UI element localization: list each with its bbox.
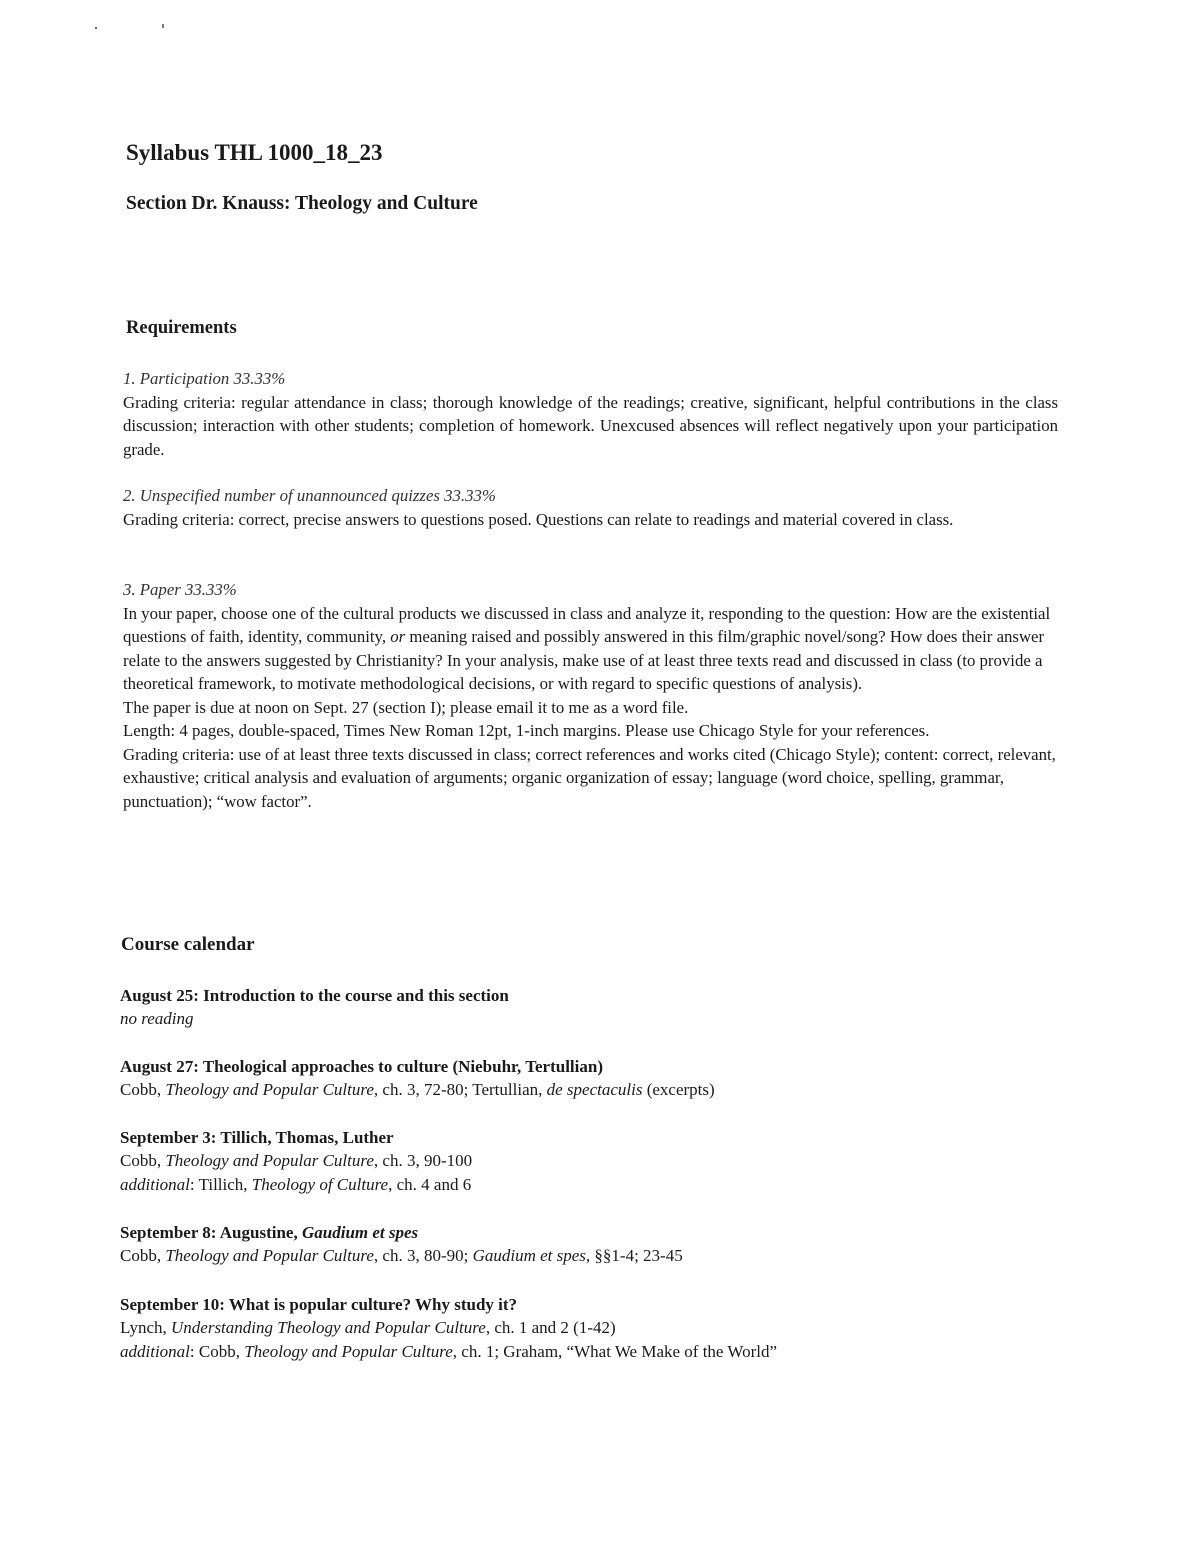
calendar-entry-reading — [120, 1149, 472, 1172]
paper-body-text: In your paper, choose one of the cultural products we discussed in class and analyze it, responding to the question: How are the existential questions of faith, identity, community, — [123, 603, 1051, 646]
reading-work: Understanding Theology and Popular Culture — [171, 1318, 486, 1338]
calendar-entry-reading — [120, 1316, 777, 1339]
calendar-entry-title: August 25: Introduction to the course and this section — [120, 986, 509, 1005]
calendar-entry — [120, 1126, 472, 1196]
reading-text: Lynch, — [120, 1318, 171, 1338]
reading-text: : Cobb, — [189, 1341, 245, 1361]
calendar-entry-title: September 10: What is popular culture? Why study it? — [120, 1295, 518, 1314]
reading-text: Cobb, — [120, 1151, 166, 1171]
paper-grading-criteria: Grading criteria: use of at least three texts discussed in class; correct references and works cited (Chicago Style); content: correct, relevant, exhaustive; critical analysis and evaluation of arguments; organic organization of essay; language (word choice, spelling, grammar, punctuation); “wow factor”. — [123, 744, 1056, 811]
reading-text: , ch. 1; Graham, “What We Make of the World” — [452, 1341, 778, 1361]
reading-work: Gaudium et spes — [472, 1246, 586, 1266]
reading-text: , ch. 1 and 2 (1-42) — [485, 1318, 616, 1338]
calendar-entry-title: September 3: Tillich, Thomas, Luther — [120, 1128, 394, 1147]
calendar-entry — [120, 1293, 777, 1363]
reading-text: , ch. 3, 80-90; — [373, 1246, 473, 1266]
calendar-entry — [120, 984, 509, 1031]
calendar-entry-additional — [120, 1173, 472, 1196]
reading-text: , ch. 3, 72-80; Tertullian, — [373, 1080, 547, 1100]
reading-text: (excerpts) — [642, 1080, 715, 1100]
calendar-entry — [120, 1221, 683, 1268]
paper-body-or: or — [390, 627, 406, 646]
requirement-heading: 1. Participation 33.33% — [123, 369, 286, 388]
reading-work: Theology of Culture — [251, 1174, 389, 1194]
requirement-participation — [123, 367, 1058, 461]
page-title: Syllabus THL 1000_18_23 — [126, 140, 383, 165]
reading-text: , §§1-4; 23-45 — [585, 1246, 683, 1266]
calendar-entry — [120, 1055, 715, 1102]
calendar-entry-reading: no reading — [120, 1009, 194, 1029]
reading-work: Theology and Popular Culture — [165, 1246, 374, 1266]
paper-body-text: meaning raised and possibly answered in this film/graphic novel/song? How does their answer relate to the answers suggested by Christianity? In your analysis, make use of at least three texts read and discussed in class (to provide a theoretical framework, to motivate methodological decisions, or with regard to specific questions of analysis). — [123, 627, 1045, 693]
calendar-entry-additional — [120, 1340, 777, 1363]
additional-label: additional — [120, 1174, 190, 1194]
paper-due-date: The paper is due at noon on Sept. 27 (section I); please email it to me as a word file. — [123, 697, 689, 717]
calendar-entry-reading — [120, 1078, 715, 1101]
reading-text: , ch. 3, 90-100 — [373, 1151, 473, 1171]
requirement-body: Grading criteria: regular attendance in class; thorough knowledge of the readings; creative, significant, helpful contributions in the class discussion; interaction with other students; completion of homework. Unexcused absences will reflect negatively upon your participation grade. — [123, 392, 1058, 459]
requirements-heading: Requirements — [126, 318, 237, 338]
additional-label: additional — [120, 1341, 190, 1361]
scan-speck — [95, 27, 97, 29]
requirement-paper — [123, 578, 1058, 813]
calendar-entry-title — [120, 1221, 683, 1244]
reading-text: , ch. 4 and 6 — [388, 1174, 472, 1194]
entry-title-text: September 8: Augustine, — [120, 1223, 302, 1242]
requirement-body: Grading criteria: correct, precise answers to questions posed. Questions can relate to readings and material covered in class. — [123, 509, 954, 529]
requirement-heading: 2. Unspecified number of unannounced quizzes 33.33% — [123, 486, 496, 505]
calendar-entry-reading — [120, 1244, 683, 1267]
calendar-heading: Course calendar — [121, 934, 255, 955]
reading-work: Theology and Popular Culture — [165, 1080, 374, 1100]
reading-work: Theology and Popular Culture — [165, 1151, 374, 1171]
requirement-heading: 3. Paper 33.33% — [123, 580, 237, 599]
paper-length: Length: 4 pages, double-spaced, Times New Roman 12pt, 1-inch margins. Please use Chicago Style for your references. — [123, 721, 930, 740]
scan-speck — [162, 24, 164, 28]
requirement-quizzes — [123, 484, 1058, 531]
reading-work: de spectaculis — [546, 1080, 643, 1100]
reading-text: : Tillich, — [189, 1174, 252, 1194]
reading-work: Theology and Popular Culture — [244, 1341, 453, 1361]
requirement-body — [123, 602, 1058, 696]
calendar-entry-title: August 27: Theological approaches to culture (Niebuhr, Tertullian) — [120, 1057, 603, 1076]
reading-text: Cobb, — [120, 1080, 166, 1100]
reading-text: Cobb, — [120, 1246, 166, 1266]
entry-title-work: Gaudium et spes — [301, 1223, 419, 1242]
page-subtitle: Section Dr. Knauss: Theology and Culture — [126, 193, 478, 214]
